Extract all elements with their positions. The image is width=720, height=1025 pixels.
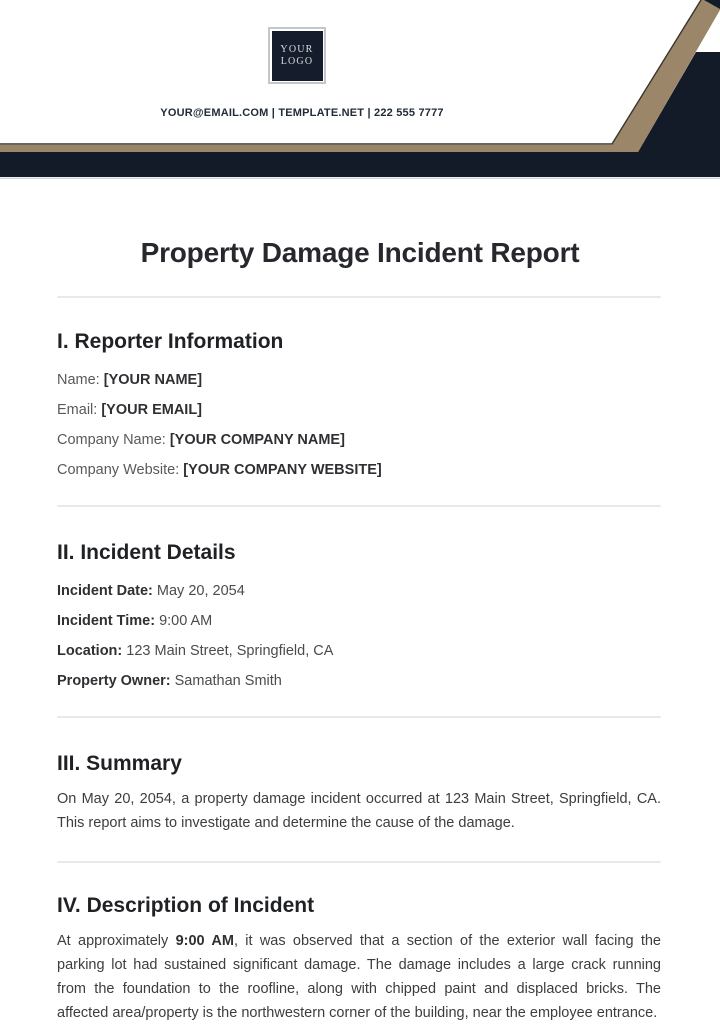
divider — [57, 716, 661, 718]
field-value: [YOUR COMPANY NAME] — [169, 432, 345, 448]
section-heading-incident-details: II. Incident Details — [57, 541, 236, 564]
field-value: [YOUR EMAIL] — [101, 402, 203, 418]
field-row-property-owner — [57, 671, 661, 691]
section-heading-summary: III. Summary — [57, 752, 182, 775]
field-label: Email: — [57, 402, 98, 418]
field-row-name — [57, 370, 661, 390]
field-row-company-name — [57, 430, 661, 450]
divider — [57, 296, 661, 298]
field-row-email — [57, 400, 661, 420]
field-value: 123 Main Street, Springfield, CA — [126, 643, 334, 659]
field-row-company-website — [57, 460, 661, 480]
description-paragraph — [57, 929, 661, 1025]
field-value: Samathan Smith — [174, 673, 282, 689]
company-logo — [268, 27, 326, 84]
section-heading-reporter-information: I. Reporter Information — [57, 330, 284, 353]
field-label: Company Website: — [57, 462, 180, 478]
company-logo-text — [280, 44, 313, 67]
divider — [57, 861, 661, 863]
field-label: Name: — [57, 372, 100, 388]
field-row-location — [57, 641, 661, 661]
summary-paragraph: On May 20, 2054, a property damage incident occurred at 123 Main Street, Springfield, CA. This report aims to investigate and determine the cause of the damage. — [57, 791, 661, 831]
logo-line-1: YOUR — [280, 44, 314, 55]
field-label: Location: — [57, 643, 123, 659]
description-text-post: , it was observed that a section of the exterior wall facing the parking lot had sustained significant damage. The damage includes a large crack running from the foundation to the roofline, along with chipped paint and displaced bricks. The affected area/property is the northwestern corner of the building, near the employee entrance. — [57, 933, 661, 1021]
section-heading-description-of-incident: IV. Description of Incident — [57, 894, 315, 917]
header-contact-line: YOUR@EMAIL.COM | TEMPLATE.NET | 222 555 7777 — [160, 107, 444, 119]
field-value: [YOUR NAME] — [103, 372, 203, 388]
tan-band-shape — [0, 0, 720, 152]
field-value: 9:00 AM — [159, 613, 213, 629]
tan-edge-outline — [0, 0, 701, 144]
field-row-incident-date — [57, 581, 661, 601]
document-title: Property Damage Incident Report — [140, 237, 580, 268]
logo-line-2: LOGO — [280, 55, 314, 67]
field-value: [YOUR COMPANY WEBSITE] — [183, 462, 382, 478]
field-value: May 20, 2054 — [156, 583, 245, 599]
description-text-pre: At approximately — [57, 933, 176, 949]
field-label: Property Owner: — [57, 673, 171, 689]
field-label: Company Name: — [57, 432, 166, 448]
company-logo-inner — [272, 31, 323, 81]
description-text-bold-time: 9:00 AM — [175, 933, 234, 949]
field-label: Incident Date: — [57, 583, 153, 599]
field-row-incident-time — [57, 611, 661, 631]
field-label: Incident Time: — [57, 613, 156, 629]
header-decoration — [0, 0, 720, 185]
divider — [57, 505, 661, 507]
